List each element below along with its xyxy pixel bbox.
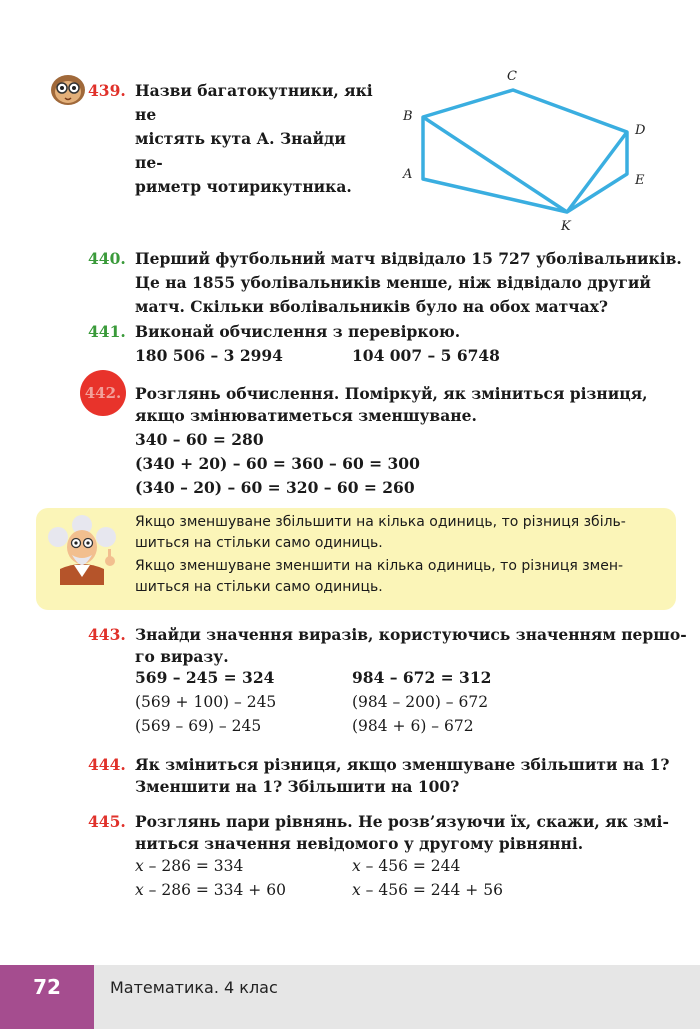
task-443-right-2: (984 – 200) – 672 [352,693,489,711]
task-445-number: 445. [88,812,126,831]
footer-title: Математика. 4 клас [110,978,278,997]
task-443-number: 443. [88,625,126,644]
task-443-left-3: (569 – 69) – 245 [135,717,262,735]
task-440-text: Перший футбольний матч відвідало 15 727 уболівальників. Це на 1855 уболівальників менше, ніж відвідало другий матч. Скільки вболівальників було на обох матчах? [135,249,682,316]
task-441-text: Виконай обчислення з перевіркою. [135,322,461,341]
task-444-line-2: Зменшити на 1? Збільшити на 100? [135,777,460,796]
task-441-expr-2: 104 007 – 5 6748 [352,346,500,365]
task-442-eq-2: (340 + 20) – 60 = 360 – 60 = 300 [135,454,420,473]
task-445-right-1: x – 456 = 244 [352,857,461,875]
vertex-a-label: A [403,167,413,182]
task-445-left-1: x – 286 = 334 [135,857,244,875]
task-439-text: Назви багатокутники, які не містять кута А. Знайди пе- риметр чотирикутника. [135,81,373,196]
owl-icon [48,72,88,108]
task-443-left-2: (569 + 100) – 245 [135,693,277,711]
task-442-number: 442. [80,370,126,416]
task-443-left-1: 569 – 245 = 324 [135,668,275,687]
vertex-d-label: D [635,123,646,138]
polygon-figure [395,62,665,237]
task-445-right-2: x – 456 = 244 + 56 [352,881,503,899]
task-443-right-3: (984 + 6) – 672 [352,717,474,735]
task-442-eq-3: (340 – 20) – 60 = 320 – 60 = 260 [135,478,415,497]
vertex-b-label: B [403,109,413,124]
task-439-number: 439. [88,81,126,100]
rule-text: Якщо зменшуване збільшити на кілька одиниць, то різниця збіль- шиться на стільки само одиниць. Якщо зменшуване зменшити на кілька одиниць, то різниця змен- шиться на стільки само одиниць. [135,514,626,595]
page-number: 72 [0,965,94,1029]
diagonal-bk [423,117,567,212]
footer-bar [0,965,700,1029]
task-445-line-2: ниться значення невідомого у другому рівнянні. [135,834,584,853]
vertex-k-label: K [561,219,571,234]
task-444-number: 444. [88,755,126,774]
vertex-e-label: E [635,173,645,188]
task-445-line-1: Розглянь пари рівнянь. Не розв’язуючи їх, скажи, як змі- [135,812,669,831]
vertex-c-label: C [507,69,517,84]
diagonal-dk [567,132,627,212]
task-445-left-2: x – 286 = 334 + 60 [135,881,286,899]
task-443-right-1: 984 – 672 = 312 [352,668,492,687]
task-442-line-1: Розглянь обчислення. Поміркуй, як зміниться різниця, [135,384,648,403]
task-442-eq-1: 340 – 60 = 280 [135,430,264,449]
task-441-expr-1: 180 506 – 3 2994 [135,346,283,365]
task-443-line-1: Знайди значення виразів, користуючись значенням першо- [135,625,687,644]
task-444-line-1: Як зміниться різниця, якщо зменшуване збільшити на 1? [135,755,670,774]
task-441-number: 441. [88,322,126,341]
task-442-line-2: якщо змінюватиметься зменшуване. [135,406,477,425]
task-443-line-2: го виразу. [135,647,229,666]
task-440-number: 440. [88,249,126,268]
professor-icon [46,515,118,595]
polygon-outline [423,90,627,212]
